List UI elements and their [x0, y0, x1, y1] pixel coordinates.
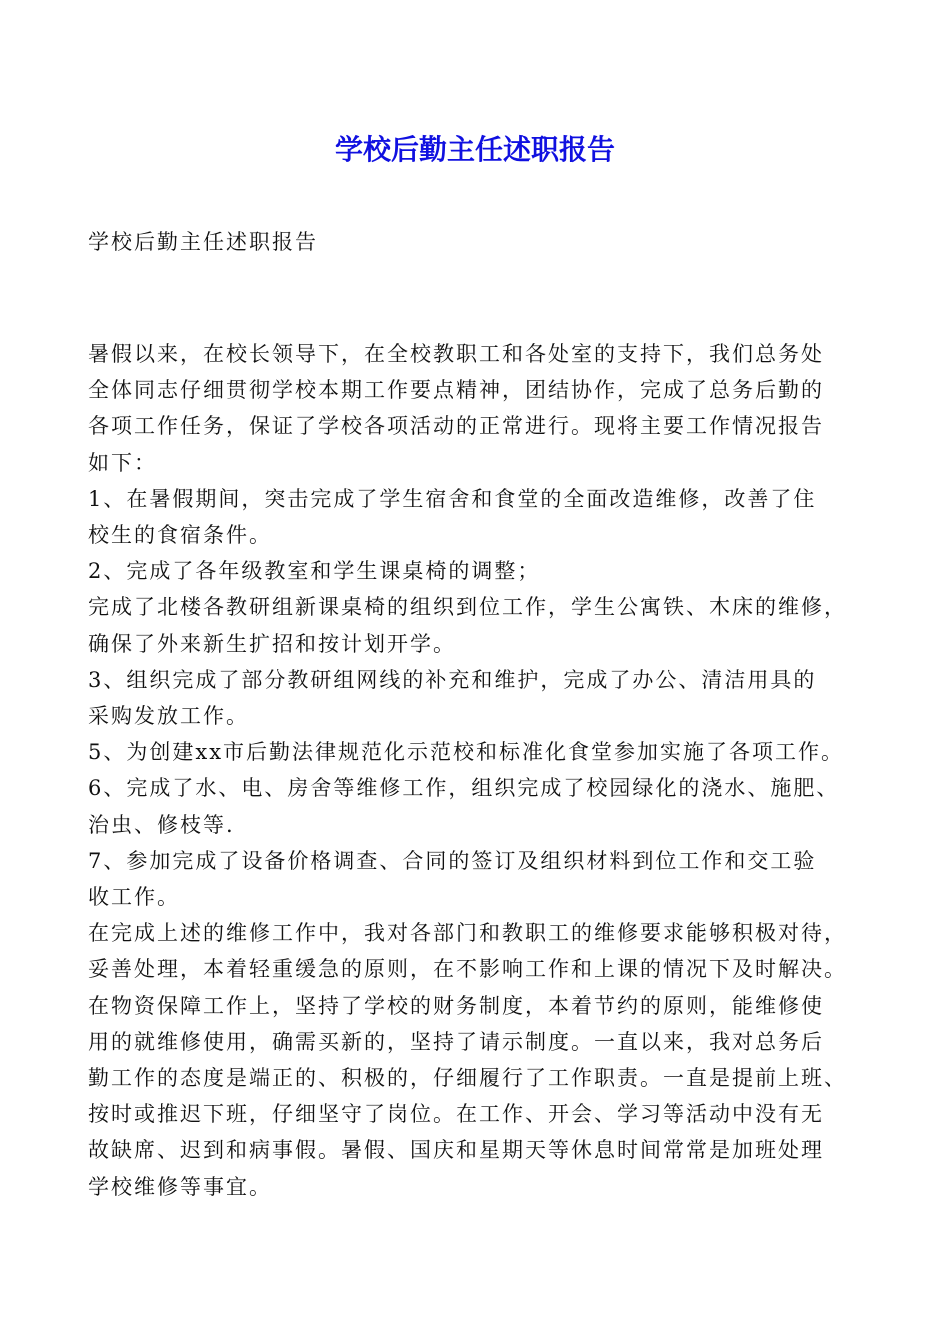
- body-line: 按时或推迟下班，仔细坚守了岗位。在工作、开会、学习等活动中没有无: [88, 1102, 824, 1127]
- body-line: 治虫、修枝等.: [88, 812, 235, 837]
- body-line: 在完成上述的维修工作中，我对各部门和教职工的维修要求能够积极对待，: [88, 921, 847, 946]
- body-line: 妥善处理，本着轻重缓急的原则，在不影响工作和上课的情况下及时解决。: [88, 957, 847, 982]
- body-line: 在物资保障工作上，坚持了学校的财务制度，本着节约的原则，能维修使: [88, 993, 824, 1018]
- body-line: 采购发放工作。: [88, 704, 249, 729]
- body-line: 各项工作任务，保证了学校各项活动的正常进行。现将主要工作情况报告: [88, 414, 824, 439]
- body-line: 2、完成了各年级教室和学生课桌椅的调整；: [88, 559, 541, 584]
- body-line: 确保了外来新生扩招和按计划开学。: [88, 631, 456, 656]
- body-line: 如下：: [88, 450, 157, 475]
- document-subtitle: 学校后勤主任述职报告: [88, 230, 318, 254]
- body-line: 全体同志仔细贯彻学校本期工作要点精神，团结协作，完成了总务后勤的: [88, 378, 824, 403]
- body-line: 完成了北楼各教研组新课桌椅的组织到位工作，学生公寓铁、木床的维修，: [88, 595, 847, 620]
- body-line: 暑假以来，在校长领导下，在全校教职工和各处室的支持下，我们总务处: [88, 342, 824, 366]
- body-line: 用的就维修使用，确需买新的，坚持了请示制度。一直以来，我对总务后: [88, 1029, 824, 1054]
- body-line: 学校维修等事宜。: [88, 1174, 272, 1199]
- body-line: 1、在暑假期间，突击完成了学生宿舍和食堂的全面改造维修，改善了住: [88, 486, 817, 511]
- body-line: 6、完成了水、电、房舍等维修工作，组织完成了校园绿化的浇水、施肥、: [88, 776, 840, 801]
- document-body: [88, 336, 878, 1205]
- body-line: 7、参加完成了设备价格调查、合同的签订及组织材料到位工作和交工验: [88, 848, 817, 873]
- body-line: 校生的食宿条件。: [88, 523, 272, 548]
- body-line: 收工作。: [88, 885, 180, 910]
- body-line: 3、组织完成了部分教研组网线的补充和维护，完成了办公、清洁用具的: [88, 667, 817, 692]
- body-line: 5、为创建xx市后勤法律规范化示范校和标准化食堂参加实施了各项工作。: [88, 740, 845, 765]
- body-line: 勤工作的态度是端正的、积极的，仔细履行了工作职责。一直是提前上班、: [88, 1066, 847, 1091]
- body-line: 故缺席、迟到和病事假。暑假、国庆和星期天等休息时间常常是加班处理: [88, 1138, 824, 1163]
- document-title: 学校后勤主任述职报告: [334, 133, 615, 166]
